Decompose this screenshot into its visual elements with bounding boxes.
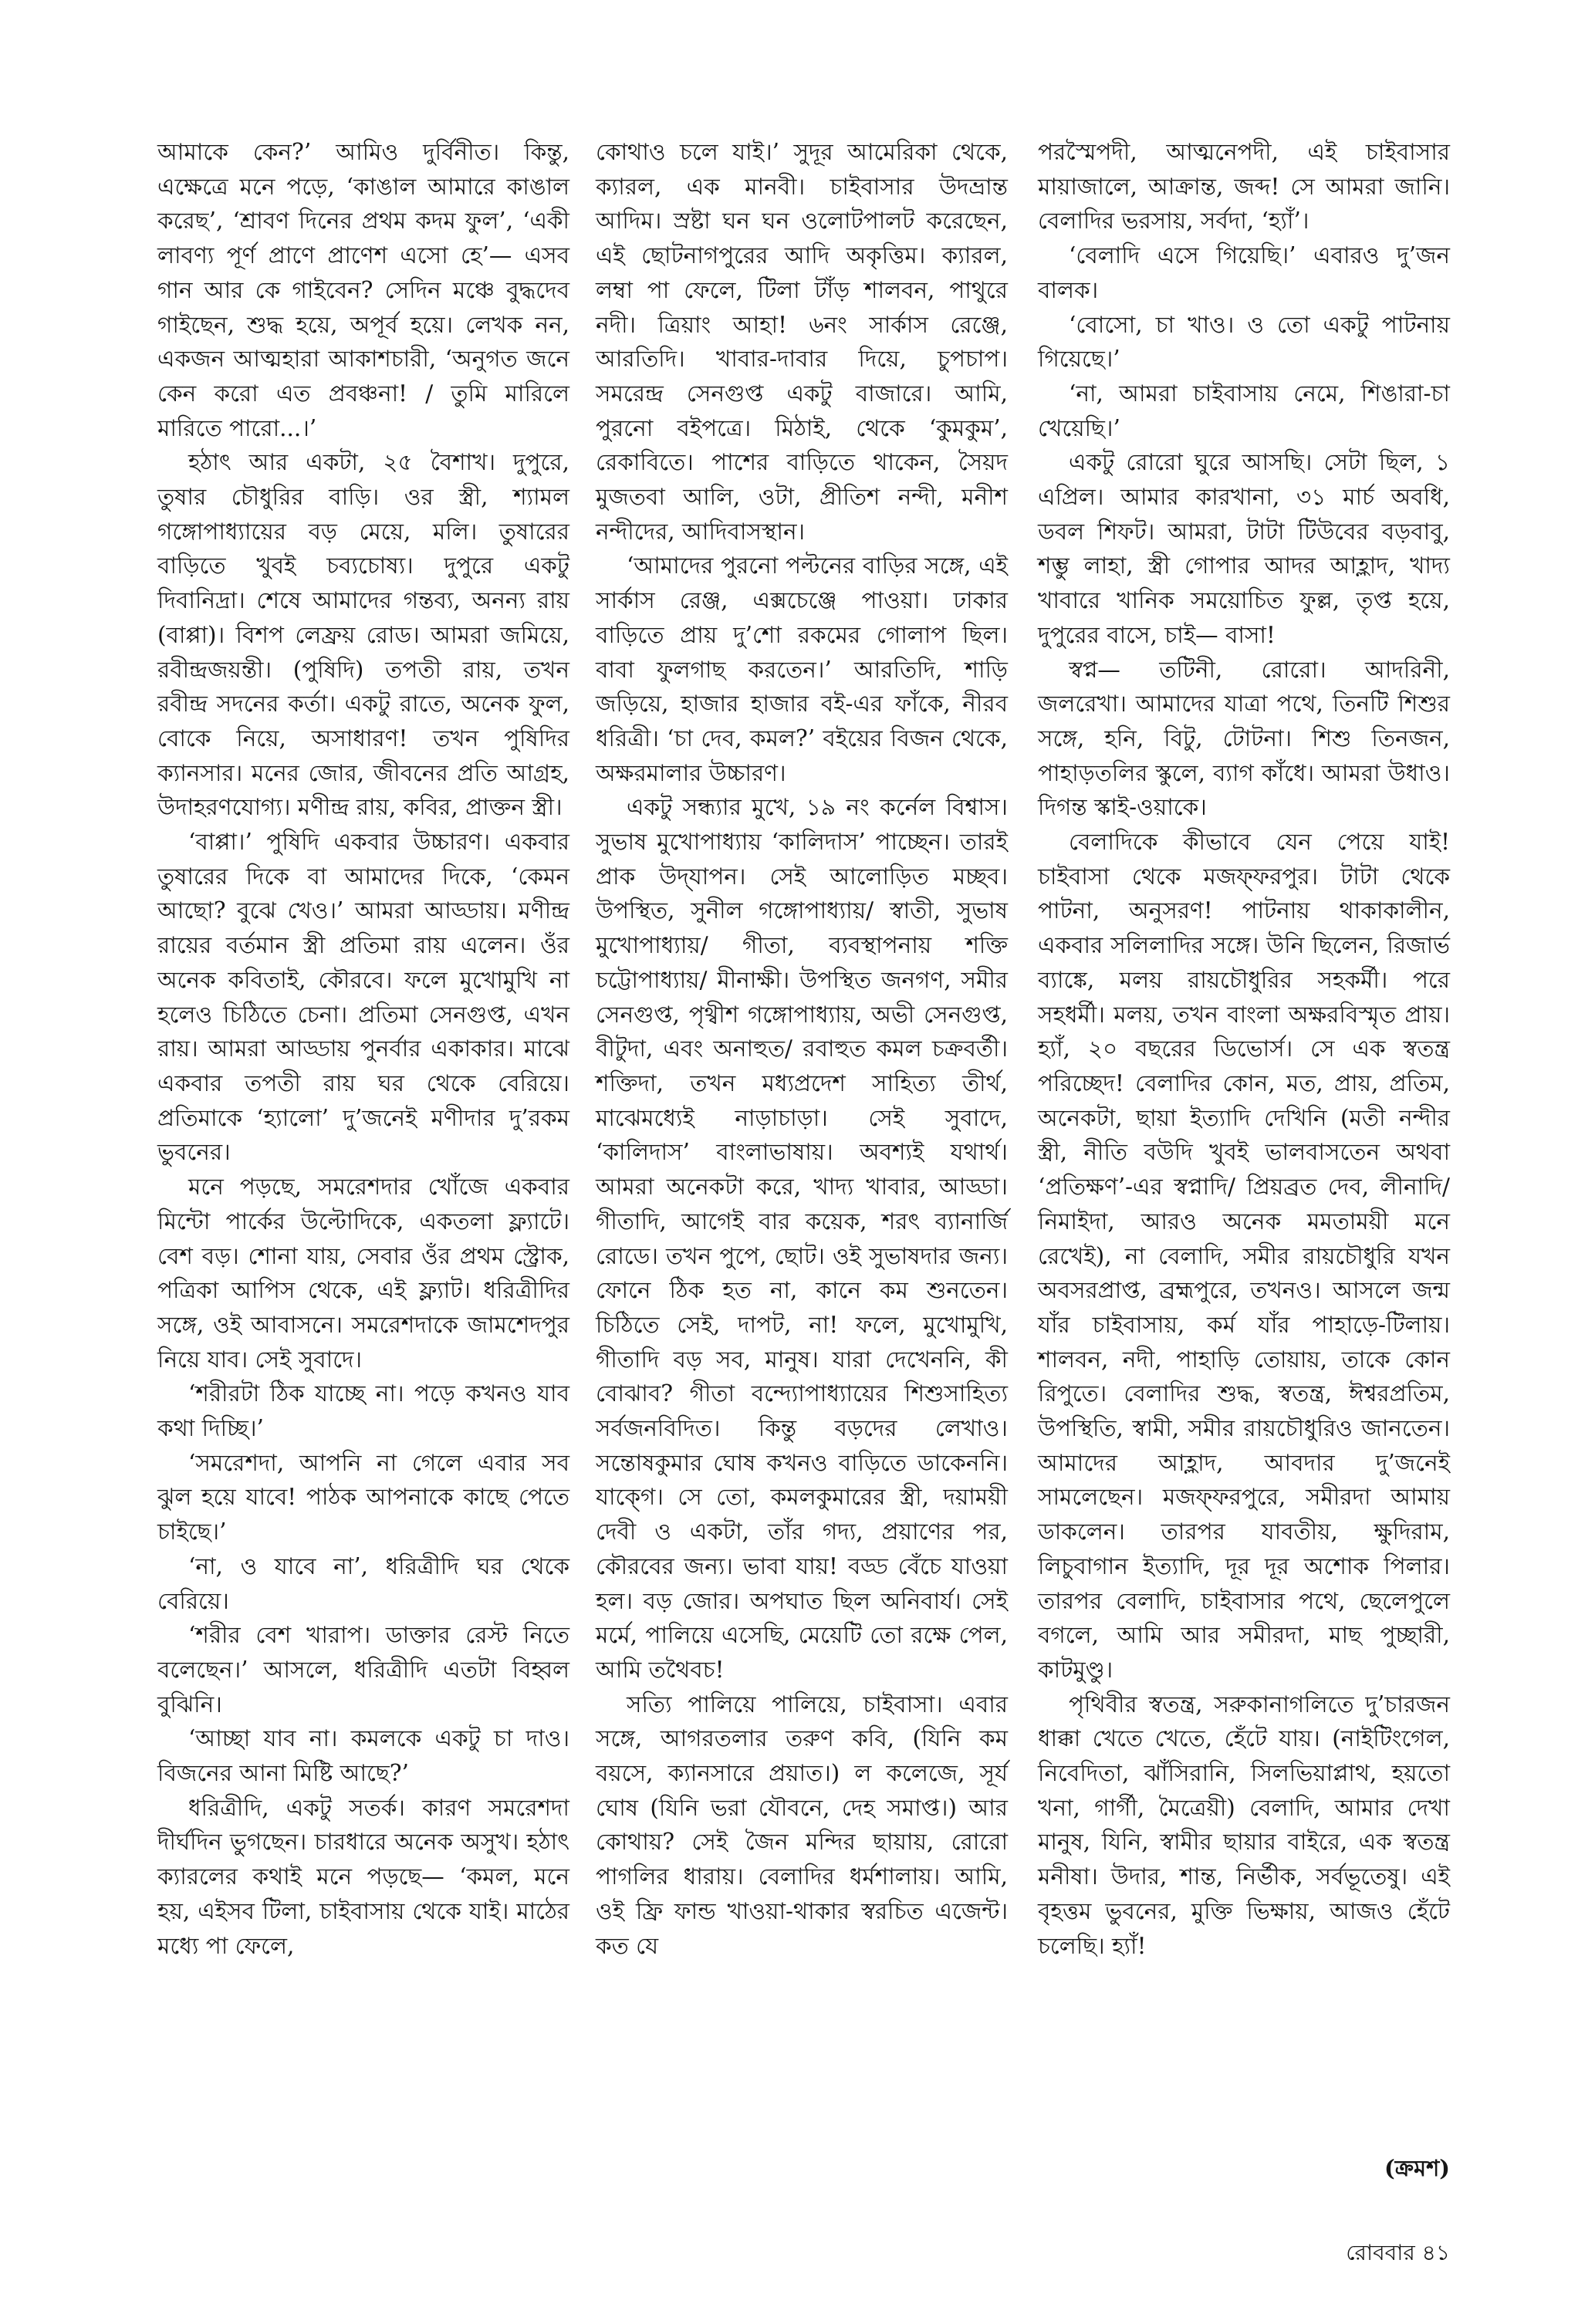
paragraph: পরস্মৈপদী, আত্মনেপদী, এই চাইবাসার মায়াজালে, আক্রান্ত, জব্দ! সে আমরা জানি। বেলাদির ভরসায়, সর্বদা, ‘হ্যাঁ’। (1038, 139, 1450, 235)
paragraph: সত্যি পালিয়ে পালিয়ে, চাইবাসা। এবার সঙ্গে, আগরতলার তরুণ কবি, (যিনি কম বয়সে, ক্যানসারে প্রয়াত।) ল কলেজে, সূর্য ঘোষ (যিনি ভরা যৌবনে, দেহ সমাপ্ত।) আর কোথায়? সেই জৈন মন্দির ছায়ায়, রোরো পাগলির ধারায়। বেলাদির ধর্মশালায়। আমি, ওই ফ্রি ফান্ড খাওয়া-থাকার স্বরচিত এজেন্ট। কত যে (596, 1691, 1008, 1959)
paragraph: ‘বোসো, চা খাও। ও তো একটু পাটনায় গিয়েছে।’ (1038, 311, 1450, 373)
paragraph: একটু সন্ধ্যার মুখে, ১৯ নং কর্নেল বিশ্বাস। সুভাষ মুখোপাধ্যায় ‘কালিদাস’ পাচ্ছেন। তারই প্রাক উদ্‌যাপন। সেই আলোড়িত মচ্ছব। উপস্থিত, সুনীল গঙ্গোপাধ্যায়/ স্বাতী, সুভাষ মুখোপাধ্যায়/ গীতা, ব্যবস্থাপনায় শক্তি চট্টোপাধ্যায়/ মীনাক্ষী। উপস্থিত জনগণ, সমীর সেনগুপ্ত, পৃথ্বীশ গঙ্গোপাধ্যায়, অভী সেনগুপ্ত, বীটুদা, এবং অনাহুত/ রবাহুত কমল চক্রবর্তী। শক্তিদা, তখন মধ্যপ্রদেশ সাহিত্য তীর্থ, মাঝেমধ্যেই নাড়াচাড়া। সেই সুবাদে, ‘কালিদাস’ বাংলাভাষায়। অবশ্যই যথার্থ। আমরা অনেকটা করে, খাদ্য খাবার, আড্ডা। গীতাদি, আগেই বার কয়েক, শরৎ ব্যানার্জি রোডে। তখন পুপে, ছোট। ওই সুভাষদার জন্য। ফোনে ঠিক হত না, কানে কম শুনতেন। চিঠিতে সেই, দাপট, না! ফলে, মুখোমুখি, গীতাদি বড় সব, মানুষ। যারা দেখেননি, কী বোঝাব? গীতা বন্দ্যোপাধ্যায়ের শিশুসাহিত্য সর্বজনবিদিত। কিন্তু বড়দের লেখাও। সন্তোষকুমার ঘোষ কখনও বাড়িতে ডাকেননি। যাক্গে। সে তো, কমলকুমারের স্ত্রী, দয়াময়ী দেবী ও একটা, তাঁর গদ্য, প্রয়াণের পর, কৌরবের জন্য। ভাবা যায়! বড্ড বেঁচে যাওয়া হল। বড় জোর। অপঘাত ছিল অনিবার্য। সেই মর্মে, পালিয়ে এসেছি, মেয়েটি তো রক্ষে পেল, আমি তথৈবচ! (596, 794, 1008, 1683)
paragraph: ‘শরীরটা ঠিক যাচ্ছে না। পড়ে কখনও যাব কথা দিচ্ছি।’ (157, 1380, 569, 1442)
paragraph: আমাকে কেন?’ আমিও দুর্বিনীত। কিন্তু, এক্ষেত্রে মনে পড়ে, ‘কাঙাল আমারে কাঙাল করেছ’, ‘শ্রাবণ দিনের প্রথম কদম ফুল’, ‘একী লাবণ্য পূর্ণ প্রাণে প্রাণেশ এসো হে’— এসব গান আর কে গাইবেন? সেদিন মঞ্চে বুদ্ধদেব গাইছেন, শুদ্ধ হয়ে, অপূর্ব হয়ে। লেখক নন, একজন আত্মহারা আকাশচারী, ‘অনুগত জনে কেন করো এত প্রবঞ্চনা! / তুমি মারিলে মারিতে পারো...।’ (157, 139, 569, 441)
paragraph: ‘বাপ্পা।’ পুষিদি একবার উচ্চারণ। একবার তুষারের দিকে বা আমাদের দিকে, ‘কেমন আছো? বুঝে খেও।’ আমরা আড্ডায়। মণীন্দ্র রায়ের বর্তমান স্ত্রী প্রতিমা রায় এলেন। ওঁর অনেক কবিতাই, কৌরবে। ফলে মুখোমুখি না হলেও চিঠিতে চেনা। প্রতিমা সেনগুপ্ত, এখন রায়। আমরা আড্ডায় পুনর্বার একাকার। মাঝে একবার তপতী রায় ঘর থেকে বেরিয়ে। প্রতিমাকে ‘হ্যালো’ দু’জনেই মণীদার দু’রকম ভুবনের। (157, 829, 569, 1166)
column-1 (157, 135, 569, 1963)
paragraph: স্বপ্ন— তটিনী, রোরো। আদরিনী, জলরেখা। আমাদের যাত্রা পথে, তিনটি শিশুর সঙ্গে, হনি, বিটু, টোটনা। শিশু তিনজন, পাহাড়তলির স্কুলে, ব্যাগ কাঁধে। আমরা উধাও। দিগন্ত স্কাই-ওয়াকে। (1038, 656, 1450, 821)
paragraph: ‘আমাদের পুরনো পল্টনের বাড়ির সঙ্গে, এই সার্কাস রেঞ্জ, এক্সচেঞ্জে পাওয়া। ঢাকার বাড়িতে প্রায় দু’শো রকমের গোলাপ ছিল। বাবা ফুলগাছ করতেন।’ আরতিদি, শাড়ি জড়িয়ে, হাজার হাজার বই-এর ফাঁকে, নীরব ধরিত্রী। ‘চা দেব, কমল?’ বইয়ের বিজন থেকে, অক্ষরমালার উচ্চারণ। (596, 552, 1008, 786)
paragraph: ‘না, ও যাবে না’, ধরিত্রীদি ঘর থেকে বেরিয়ে। (157, 1552, 569, 1614)
continued-label: (ক্রমশ) (1384, 2155, 1450, 2181)
paragraph: বেলাদিকে কীভাবে যেন পেয়ে যাই! চাইবাসা থেকে মজফ্ফরপুর। টাটা থেকে পাটনা, অনুসরণ! পাটনায় থাকাকালীন, একবার সলিলাদির সঙ্গে। উনি ছিলেন, রিজার্ভ ব্যাঙ্কে, মলয় রায়চৌধুরির সহকর্মী। পরে সহধর্মী। মলয়, তখন বাংলা অক্ষরবিস্মৃত প্রায়। হ্যাঁ, ২০ বছরের ডিভোর্স। সে এক স্বতন্ত্র পরিচ্ছেদ! বেলাদির কোন, মত, প্রায়, প্রতিম, অনেকটা, ছায়া ইত্যাদি দেখিনি (মতী নন্দীর স্ত্রী, নীতি বউদি খুবই ভালবাসতেন অথবা ‘প্রতিক্ষণ’-এর স্বপ্নাদি/ প্রিয়ব্রত দেব, লীনাদি/ নিমাইদা, আরও অনেক মমতাময়ী মনে রেখেই), না বেলাদি, সমীর রায়চৌধুরি যখন অবসরপ্রাপ্ত, ব্রহ্মপুরে, তখনও। আসলে জন্ম যাঁর চাইবাসায়, কর্ম যাঁর পাহাড়ে-টিলায়। শালবন, নদী, পাহাড়ি তোয়ায়, তাকে কোন রিপুতে। বেলাদির শুদ্ধ, স্বতন্ত্র, ঈশ্বরপ্রতিম, উপস্থিতি, স্বামী, সমীর রায়চৌধুরিও জানতেন। আমাদের আহ্লাদ, আবদার দু’জনেই সামলেছেন। মজফ্ফরপুরে, সমীরদা আমায় ডাকলেন। তারপর যাবতীয়, ক্ষুদিরাম, লিচুবাগান ইত্যাদি, দূর দূর অশোক পিলার। তারপর বেলাদি, চাইবাসার পথে, ছেলেপুলে বগলে, আমি আর সমীরদা, মাছ পুচ্ছারী, কাটমুণ্ডু। (1038, 829, 1450, 1683)
paragraph: মনে পড়ছে, সমরেশদার খোঁজে একবার মিন্টো পার্কের উল্টোদিকে, একতলা ফ্ল্যাটে। বেশ বড়। শোনা যায়, সেবার ওঁর প্রথম স্ট্রোক, পত্রিকা আপিস থেকে, এই ফ্ল্যাট। ধরিত্রীদির সঙ্গে, ওই আবাসনে। সমরেশদাকে জামশেদপুর নিয়ে যাব। সেই সুবাদে। (157, 1174, 569, 1373)
paragraph: ‘সমরেশদা, আপনি না গেলে এবার সব ঝুল হয়ে যাবে! পাঠক আপনাকে কাছে পেতে চাইছে।’ (157, 1449, 569, 1545)
paragraph: ধরিত্রীদি, একটু সতর্ক। কারণ সমরেশদা দীর্ঘদিন ভুগছেন। চারধারে অনেক অসুখ। হঠাৎ ক্যারলের কথাই মনে পড়ছে— ‘কমল, মনে হয়, এইসব টিলা, চাইবাসায় থেকে যাই। মাঠের মধ্যে পা ফেলে, (157, 1794, 569, 1959)
paragraph: ‘আচ্ছা যাব না। কমলকে একটু চা দাও। বিজনের আনা মিষ্টি আছে?’ (157, 1725, 569, 1787)
paragraph: কোথাও চলে যাই।’ সুদূর আমেরিকা থেকে, ক্যারল, এক মানবী। চাইবাসার উদভ্রান্ত আদিম। স্রষ্টা ঘন ঘন ওলোটপালট করেছেন, এই ছোটনাগপুরের আদি অকৃত্তিম। ক্যারল, লম্বা পা ফেলে, টিলা টাঁড় শালবন, পাথুরে নদী। ত্রিয়াং আহা! ৬নং সার্কাস রেঞ্জে, আরতিদি। খাবার-দাবার দিয়ে, চুপচাপ। সমরেন্দ্র সেনগুপ্ত একটু বাজারে। আমি, পুরনো বইপত্রে। মিঠাই, থেকে ‘কুমকুম’, রেকাবিতে। পাশের বাড়িতে থাকেন, সৈয়দ মুজতবা আলি, ওটা, প্রীতিশ নন্দী, মনীশ নন্দীদের, আদিবাসস্থান। (596, 139, 1008, 545)
page-folio: রোববার ৪১ (1346, 2240, 1450, 2265)
column-2 (596, 135, 1008, 1963)
paragraph: পৃথিবীর স্বতন্ত্র, সরুকানাগলিতে দু’চারজন ধাক্কা খেতে খেতে, হেঁটে যায়। (নাইটিংগেল, নিবেদিতা, ঝাঁসিরানি, সিলভিয়াপ্লাথ, হয়তো খনা, গার্গী, মৈত্রেয়ী) বেলাদি, আমার দেখা মানুষ, যিনি, স্বামীর ছায়ার বাইরে, এক স্বতন্ত্র মনীষা। উদার, শান্ত, নির্ভীক, সর্বভূতেষু। এই বৃহত্তম ভুবনের, মুক্তি ভিক্ষায়, আজও হেঁটে চলেছি। হ্যাঁ! (1038, 1691, 1450, 1959)
paragraph: ‘শরীর বেশ খারাপ। ডাক্তার রেস্ট নিতে বলেছেন।’ আসলে, ধরিত্রীদি এতটা বিহ্বল বুঝিনি। (157, 1622, 569, 1718)
paragraph: ‘বেলাদি এসে গিয়েছি।’ এবারও দু’জন বালক। (1038, 242, 1450, 303)
paragraph: ‘না, আমরা চাইবাসায় নেমে, শিঙারা-চা খেয়েছি।’ (1038, 380, 1450, 441)
column-3 (1038, 135, 1450, 1963)
paragraph: একটু রোরো ঘুরে আসছি। সেটা ছিল, ১ এপ্রিল। আমার কারখানা, ৩১ মার্চ অবধি, ডবল শিফট। আমরা, টাটা টিউবের বড়বাবু, শম্ভু লাহা, স্ত্রী গোপার আদর আহ্লাদ, খাদ্য খাবারে খানিক সময়োচিত ফুল্ল, তৃপ্ত হয়ে, দুপুরের বাসে, চাই— বাসা! (1038, 449, 1450, 648)
paragraph: হঠাৎ আর একটা, ২৫ বৈশাখ। দুপুরে, তুষার চৌধুরির বাড়ি। ওর স্ত্রী, শ্যামল গঙ্গোপাধ্যায়ের বড় মেয়ে, মলি। তুষারের বাড়িতে খুবই চব্যচোষ্য। দুপুরে একটু দিবানিদ্রা। শেষে আমাদের গন্তব্য, অনন্য রায় (বাপ্পা)। বিশপ লেফ্রয় রোড। আমরা জমিয়ে, রবীন্দ্রজয়ন্তী। (পুষিদি) তপতী রায়, তখন রবীন্দ্র সদনের কর্তা। একটু রাতে, অনেক ফুল, বোকে নিয়ে, অসাধারণ! তখন পুষিদির ক্যানসার। মনের জোর, জীবনের প্রতি আগ্রহ, উদাহরণযোগ্য। মণীন্দ্র রায়, কবির, প্রাক্তন স্ত্রী। (157, 449, 569, 821)
